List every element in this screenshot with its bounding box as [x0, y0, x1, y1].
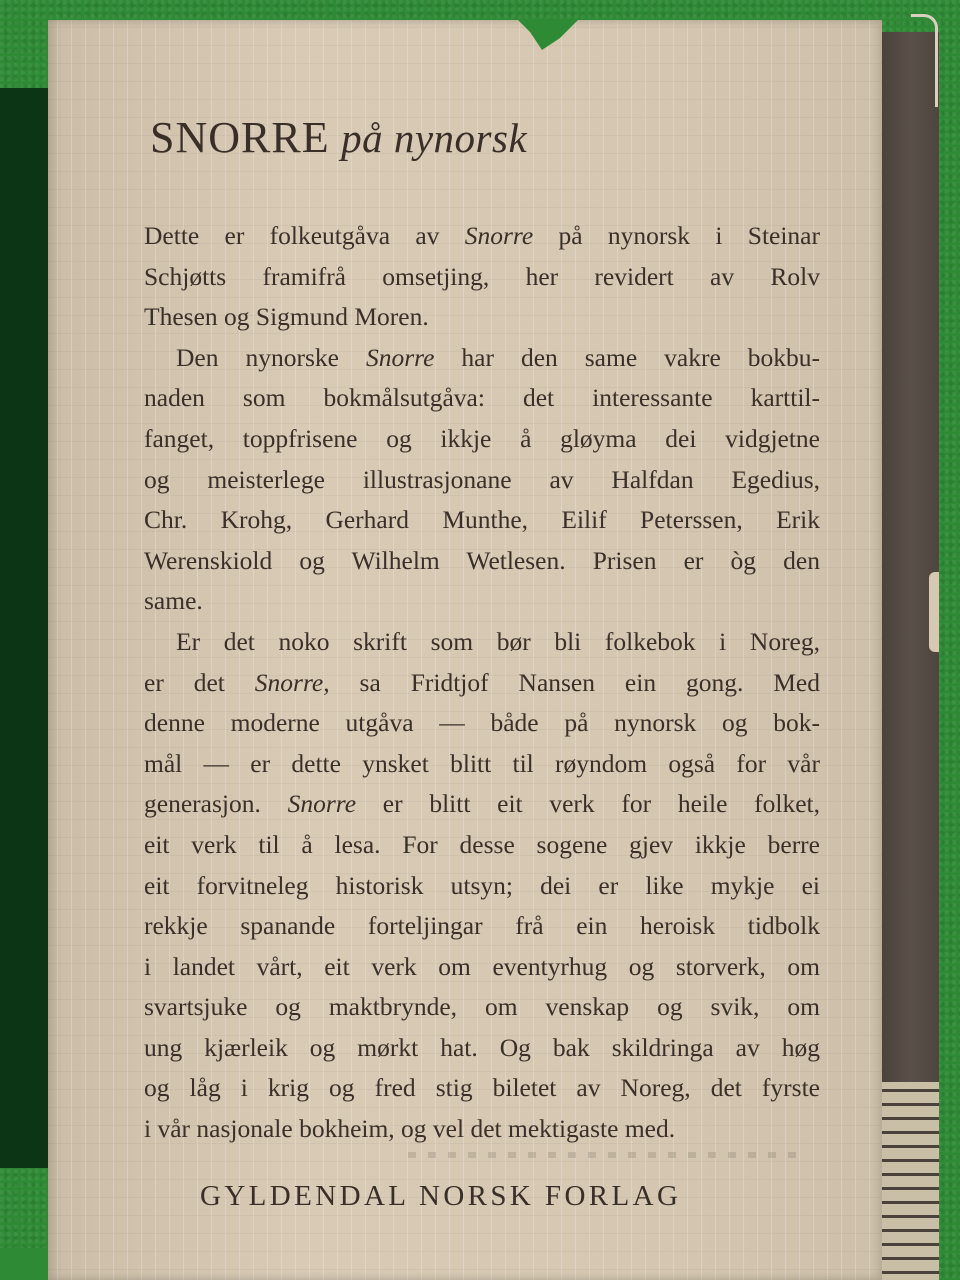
cover-title — [150, 112, 527, 163]
background-green-bottom — [0, 1248, 52, 1280]
blurb-line: eit forvitneleg historisk utsyn; dei er like mykje ei — [144, 870, 820, 900]
blurb-line: Werenskiold og Wilhelm Wetlesen. Prisen er òg den — [144, 545, 820, 575]
blurb-line: Chr. Krohg, Gerhard Munthe, Eilif Peterssen, Erik — [144, 505, 820, 535]
spine-frayed-corner — [911, 14, 938, 107]
blurb-line: same. — [144, 586, 203, 616]
blurb-line: i landet vårt, eit verk om eventyrhug og storverk, om — [144, 951, 820, 981]
blurb-text — [144, 216, 820, 1150]
blurb-line: denne moderne utgåva — både på nynorsk og bok- — [144, 708, 820, 738]
blurb-line: generasjon. Snorre er blitt eit verk for heile folket, — [144, 789, 820, 819]
italic-title-reference: Snorre, — [254, 667, 330, 697]
blurb-line: ung kjærleik og mørkt hat. Og bak skildringa av høg — [144, 1032, 820, 1062]
italic-title-reference: Snorre — [287, 789, 357, 819]
cover-scuff — [408, 1152, 808, 1158]
blurb-line: og meisterlege illustrasjonane av Halfdan Egedius, — [144, 464, 820, 494]
blurb-line: Dette er folkeutgåva av Snorre på nynorsk i Steinar — [144, 221, 820, 250]
blurb-line: Thesen og Sigmund Moren. — [144, 302, 429, 332]
dust-jacket-back-cover — [48, 20, 882, 1280]
blurb-line: Er det noko skrift som bør bli folkebok i Noreg, — [176, 626, 820, 656]
publisher-name: GYLDENDAL NORSK FORLAG — [200, 1180, 682, 1212]
blurb-line: Schjøtts framifrå omsetjing, her revidert av Rolv — [144, 261, 820, 291]
blurb-line: i vår nasjonale bokheim, og vel det mektigaste med. — [144, 1114, 676, 1144]
italic-title-reference: Snorre — [464, 221, 534, 250]
spine-pattern — [881, 1082, 939, 1280]
blurb-line: mål — er dette ynsket blitt til røyndom også for vår — [144, 748, 820, 778]
background-dark-green — [0, 88, 52, 1168]
blurb-line: er det Snorre, sa Fridtjof Nansen ein gong. Med — [144, 667, 820, 697]
book — [48, 8, 940, 1280]
blurb-line: Den nynorske Snorre har den same vakre bokbu- — [176, 342, 820, 372]
title-italic: på nynorsk — [341, 115, 528, 161]
blurb-line: svartsjuke og maktbrynde, om venskap og svik, om — [144, 992, 820, 1022]
blurb-line: eit verk til å lesa. For desse sogene gjev ikkje berre — [144, 829, 820, 859]
jacket-top-tear — [518, 20, 578, 50]
blurb-line: fanget, toppfrisene og ikkje å gløyma dei vidgjetne — [144, 423, 820, 453]
italic-title-reference: Snorre — [365, 342, 435, 372]
book-spine — [880, 32, 939, 1280]
title-caps: SNORRE — [150, 113, 330, 162]
blurb-line: rekkje spanande forteljingar frå ein heroisk tidbolk — [144, 911, 820, 941]
spine-tear — [929, 572, 939, 652]
blurb-line: naden som bokmålsutgåva: det interessante karttil- — [144, 383, 820, 413]
blurb-line: og låg i krig og fred stig biletet av Noreg, det fyrste — [144, 1073, 820, 1103]
